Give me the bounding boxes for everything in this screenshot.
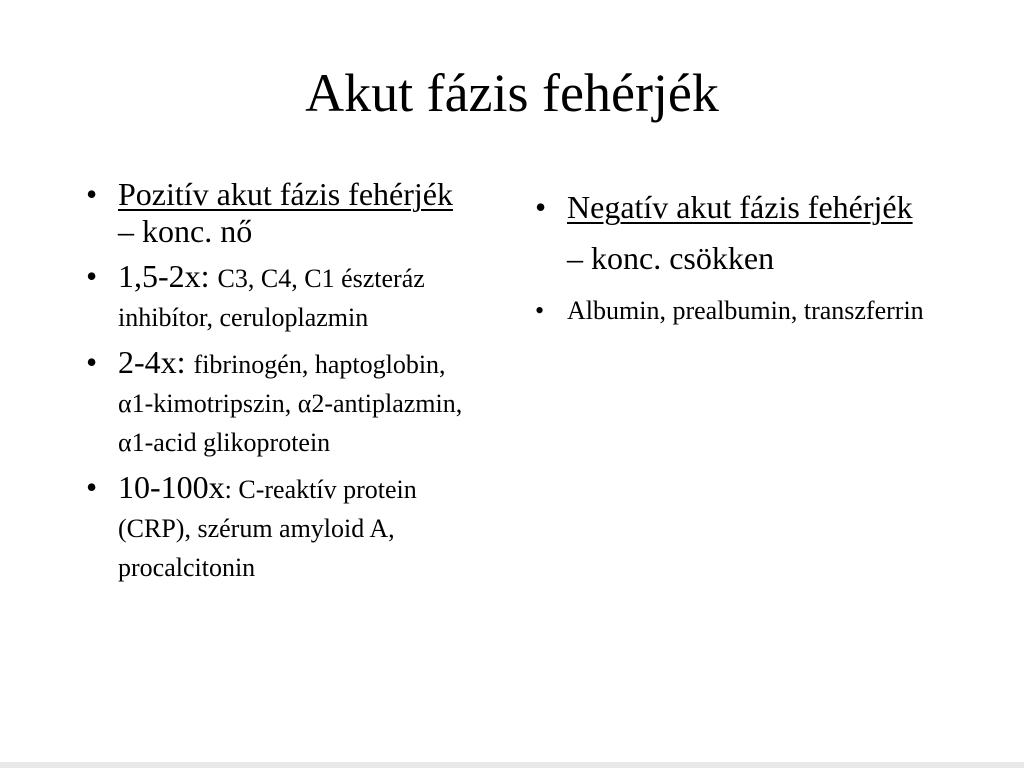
list-item bbox=[86, 344, 476, 461]
list-item-lead: 2-4x: bbox=[118, 344, 194, 380]
list-item bbox=[86, 258, 476, 336]
list-item-detail: fibrinogén, haptoglobin, α1-kimotripszin, α2-antiplazmin, α1-acid glikoprotein bbox=[118, 350, 463, 457]
list-item-detail: : C-reaktív protein (CRP), szérum amyloid A, procalcitonin bbox=[118, 475, 417, 582]
negative-acute-phase-link[interactable]: Negatív akut fázis fehérjék bbox=[567, 189, 913, 225]
footer-divider bbox=[0, 762, 1024, 768]
list-item-detail: C3, C4, C1 észteráz inhibítor, ceruloplazmin bbox=[118, 264, 425, 332]
slide-title: Akut fázis fehérjék bbox=[305, 63, 719, 123]
list-item-suffix: – konc. nő bbox=[118, 213, 253, 249]
list-item-lead: 10-100x bbox=[118, 469, 225, 505]
right-bullet-list bbox=[535, 182, 935, 330]
positive-acute-phase-link[interactable]: Pozitív akut fázis fehérjék bbox=[118, 176, 453, 212]
list-item bbox=[535, 182, 935, 284]
list-item-suffix: – konc. csökken bbox=[567, 240, 775, 276]
list-item bbox=[535, 292, 935, 330]
left-bullet-list bbox=[86, 176, 476, 586]
list-item bbox=[86, 176, 476, 250]
list-item-text: Albumin, prealbumin, transzferrin bbox=[567, 296, 924, 325]
list-item-lead: 1,5-2x: bbox=[118, 258, 218, 294]
list-item bbox=[86, 469, 476, 586]
